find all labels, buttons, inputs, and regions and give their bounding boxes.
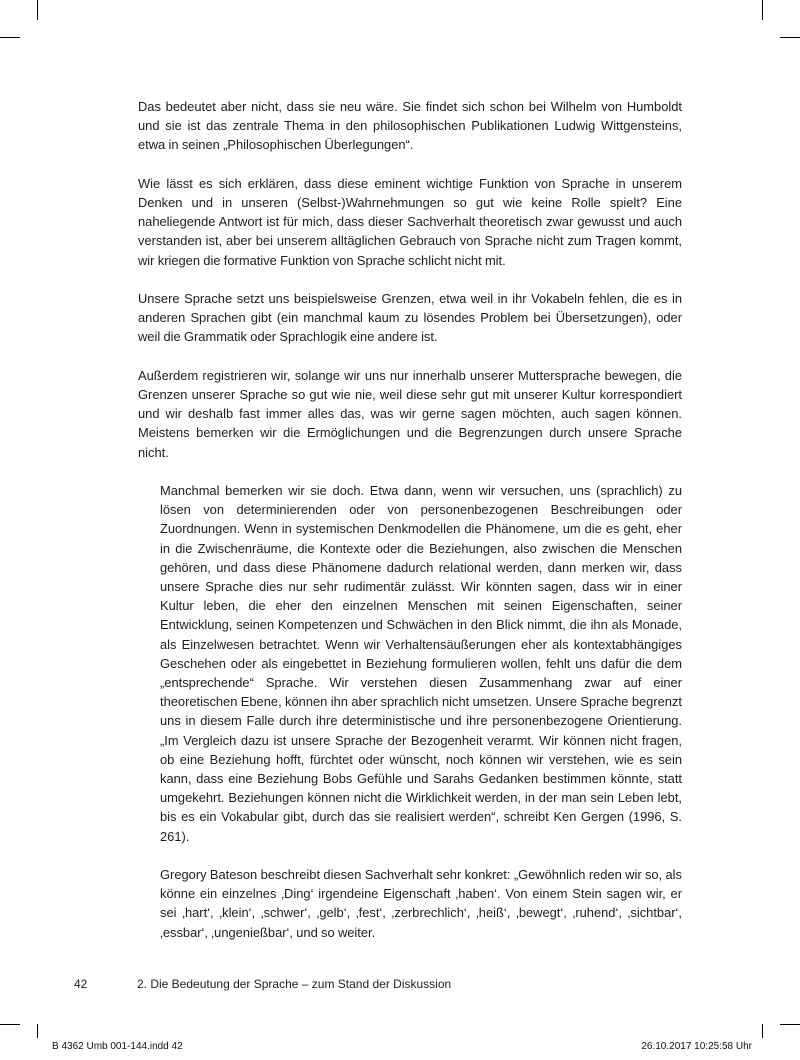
print-slug-date: 26.10.2017 10:25:58 Uhr bbox=[641, 1041, 752, 1052]
block-quote: Manchmal bemerken wir sie doch. Etwa dann, wenn wir versuchen, uns (sprachlich) zu lösen von determinierenden oder von personenbezogenen Beschreibungen oder Zuordnungen. Wenn in systemischen Denkmodellen die Phänomene, um die es geht, eher in die Zwischenräume, die Kontexte oder die Beziehungen, also zwischen die Menschen gehören, und dass diese Phänomene dadurch relational werden, dann merken wir, dass unsere Sprache dies nur sehr rudimentär zulässt. Wir könnten sagen, dass wir in einer Kultur leben, die eher den einzelnen Menschen mit seinen Eigenschaften, seiner Entwicklung, seinen Kompetenzen und Schwächen in den Blick nimmt, die ihn als Monade, als Einzelwesen betrachtet. Wenn wir Verhaltensäußerungen eher als kontextabhängiges Geschehen oder als eingebettet in Beziehung formulieren wollen, fehlt uns dafür die dem „entsprechende“ Sprache. Wir verstehen diesen Zusammenhang zwar auf einer theoretischen Ebene, können ihn aber sprachlich nicht umsetzen. Unsere Sprache begrenzt uns in diesem Falle durch ihre deterministische und ihre personenbezogene Orientierung. „Im Vergleich dazu ist unsere Sprache der Bezogenheit verarmt. Wir können nicht fragen, ob eine Beziehung hofft, fürchtet oder wünscht, noch können wir verstehen, wie es sein kann, dass eine Beziehung Bobs Gefühle und Sarahs Gedanken bestimmen könnte, statt umgekehrt. Beziehungen können nicht die Wirklichkeit werden, in der man sein Leben lebt, bis es ein Vokabular gibt, durch das sie realisiert werden“, schreibt Ken Gergen (1996, S. 261). bbox=[160, 483, 682, 844]
crop-mark bbox=[762, 1024, 763, 1038]
crop-mark bbox=[780, 37, 800, 38]
paragraph: Unsere Sprache setzt uns beispielsweise Grenzen, etwa weil in ihr Vokabeln fehlen, die es in anderen Sprachen gibt (ein manchmal kaum zu lösendes Problem bei Übersetzungen), oder weil die Grammatik oder Sprachlogik eine andere ist. bbox=[138, 291, 682, 345]
crop-mark bbox=[0, 1024, 20, 1025]
page-number: 42 bbox=[74, 977, 88, 991]
crop-mark bbox=[0, 37, 20, 38]
crop-mark bbox=[37, 1024, 38, 1038]
block-quote: Gregory Bateson beschreibt diesen Sachverhalt sehr konkret: „Gewöhnlich reden wir so, als könne ein einzelnes ‚Ding‘ irgendeine Eigenschaft ‚haben‘. Von einem Stein sagen wir, er sei ‚hart‘, ‚klein‘, ‚schwer‘, ‚gelb‘, ‚fest‘, ‚zerbrechlich‘, ‚heiß‘, ‚bewegt‘, ‚ruhend‘, ‚sichtbar‘, ‚essbar‘, ‚ungenießbar‘, und so weiter. bbox=[160, 867, 682, 940]
crop-mark bbox=[762, 0, 763, 20]
paragraph: Außerdem registrieren wir, solange wir uns nur innerhalb unserer Muttersprache bewegen, die Grenzen unserer Sprache so gut wie nie, weil diese sehr gut mit unserer Kultur korrespondiert und wir deshalb fast immer alles das, was wir gerne sagen möchten, auch sagen können. Meistens bemerken wir die Ermöglichungen und die Begrenzungen durch unsere Sprache nicht. bbox=[138, 367, 682, 460]
paragraph: Wie lässt es sich erklären, dass diese eminent wichtige Funktion von Sprache in unserem Denken und in unseren (Selbst-)Wahrnehmungen so gut wie keine Rolle spielt? Eine naheliegende Antwort ist für mich, dass dieser Sachverhalt theoretisch zwar gewusst und auch verstanden ist, aber bei unserem alltäglichen Gebrauch von Sprache nicht zum Tragen kommt, wir kriegen die formative Funktion von Sprache schlicht nicht mit. bbox=[138, 175, 682, 268]
page-body bbox=[138, 97, 682, 961]
running-footer: 2. Die Bedeutung der Sprache – zum Stand der Diskussion bbox=[137, 977, 452, 991]
crop-mark bbox=[37, 0, 38, 20]
print-slug-file: B 4362 Umb 001-144.indd 42 bbox=[52, 1041, 183, 1052]
crop-mark bbox=[780, 1024, 800, 1025]
paragraph: Das bedeutet aber nicht, dass sie neu wäre. Sie findet sich schon bei Wilhelm von Humboldt und sie ist das zentrale Thema in den philosophischen Publikationen Ludwig Wittgensteins, etwa in seinen „Philosophischen Überlegungen“. bbox=[138, 99, 682, 153]
